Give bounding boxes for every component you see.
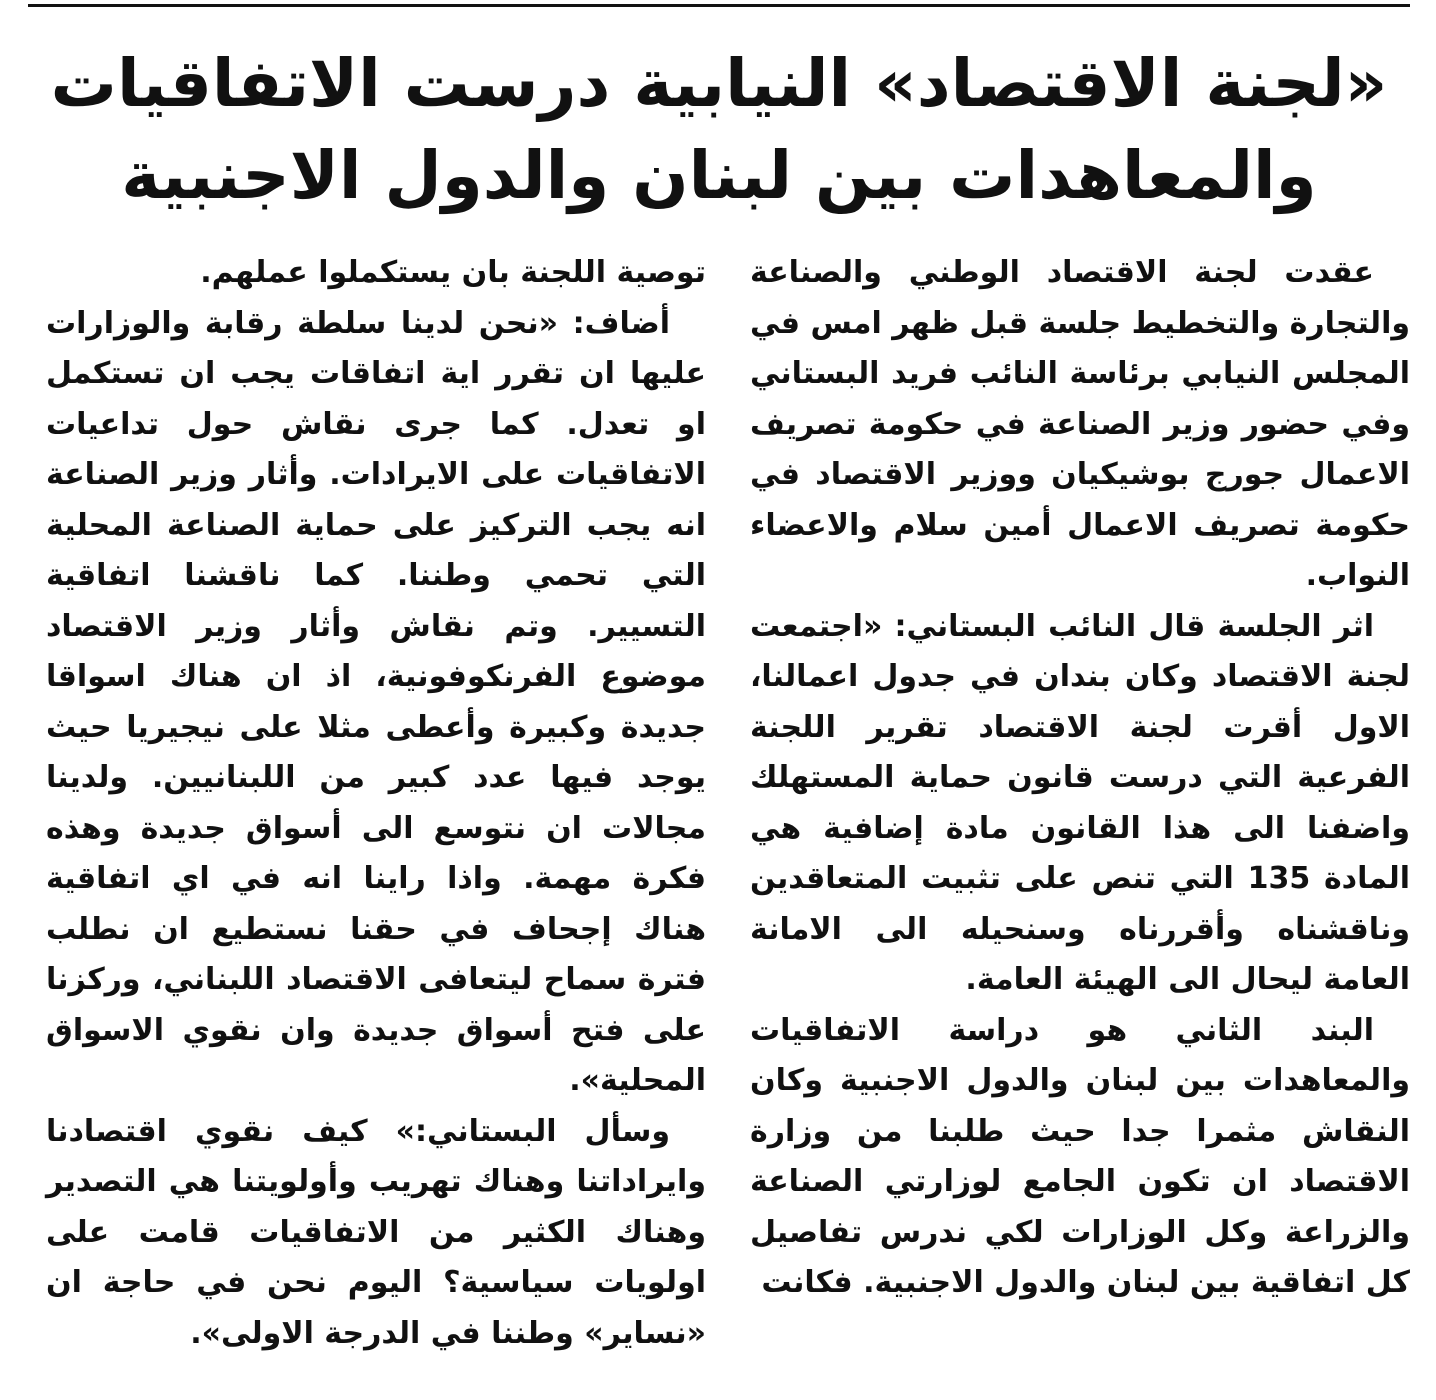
paragraph-5: أضاف: «نحن لدينا سلطة رقابة والوزارات عليها ان تقرر اية اتفاقات يجب ان تستكمل او تعدل. كما جرى نقاش حول تداعيات الاتفاقيات على الايرادات. وأثار وزير الصناعة انه يجب التركيز على حماية الصناعة المحلية التي تحمي وطننا. كما ناقشنا اتفاقية التسيير. وتم نقاش وأثار وزير الاقتصاد موضوع الفرنكوفونية، اذ ان هناك اسواقا جديدة وكبيرة وأعطى مثلا على نيجيريا حيث يوجد فيها عدد كبير من اللبنانيين. ولدينا مجالات ان نتوسع الى أسواق جديدة وهذه فكرة مهمة. واذا راينا انه في اي اتفاقية هناك إجحاف في حقنا نستطيع ان نطلب فترة سماح ليتعافى الاقتصاد اللبناني، وركزنا على فتح أسواق جديدة وان نقوي الاسواق المحلية».: [46, 305, 706, 1098]
paragraph-1: عقدت لجنة الاقتصاد الوطني والصناعة والتجارة والتخطيط جلسة قبل ظهر امس في المجلس النيابي برئاسة النائب فريد البستاني وفي حضور وزير الصناعة في حكومة تصريف الاعمال جورج بوشيكيان ووزير الاقتصاد في حكومة تصريف الاعمال أمين سلام والاعضاء النواب.: [750, 255, 1410, 593]
headline-line-1: «لجنة الاقتصاد» النيابية درست الاتفاقيات: [50, 45, 1388, 122]
paragraph-4: توصية اللجنة بان يستكملوا عملهم.: [200, 255, 706, 290]
article-column-left: [46, 248, 706, 1359]
headline-line-2: والمعاهدات بين لبنان والدول الاجنبية: [121, 137, 1317, 214]
headline: [28, 38, 1410, 222]
article-column-right: [750, 248, 1410, 1309]
paragraph-6: وسأل البستاني:» كيف نقوي اقتصادنا وايراداتنا وهناك تهريب وأولويتنا هي التصدير وهناك الكثير من الاتفاقيات قامت على اولويات سياسية؟ اليوم نحن في حاجة ان «نساير» وطننا في الدرجة الاولى».: [46, 1113, 706, 1351]
top-rule: [28, 4, 1410, 7]
paragraph-3: البند الثاني هو دراسة الاتفاقيات والمعاهدات بين لبنان والدول الاجنبية وكان النقاش مثمرا جدا حيث طلبنا من وزارة الاقتصاد ان تكون الجامع لوزارتي الصناعة والزراعة وكل الوزارات لكي ندرس تفاصيل كل اتفاقية بين لبنان والدول الاجنبية. فكانت: [750, 1012, 1410, 1300]
paragraph-2: اثر الجلسة قال النائب البستاني: «اجتمعت لجنة الاقتصاد وكان بندان في جدول اعمالنا، الاول أقرت لجنة الاقتصاد تقرير اللجنة الفرعية التي درست قانون حماية المستهلك واضفنا الى هذا القانون مادة إضافية هي المادة 135 التي تنص على تثبيت المتعاقدين وناقشناه وأقررناه وسنحيله الى الامانة العامة ليحال الى الهيئة العامة.: [750, 608, 1410, 997]
